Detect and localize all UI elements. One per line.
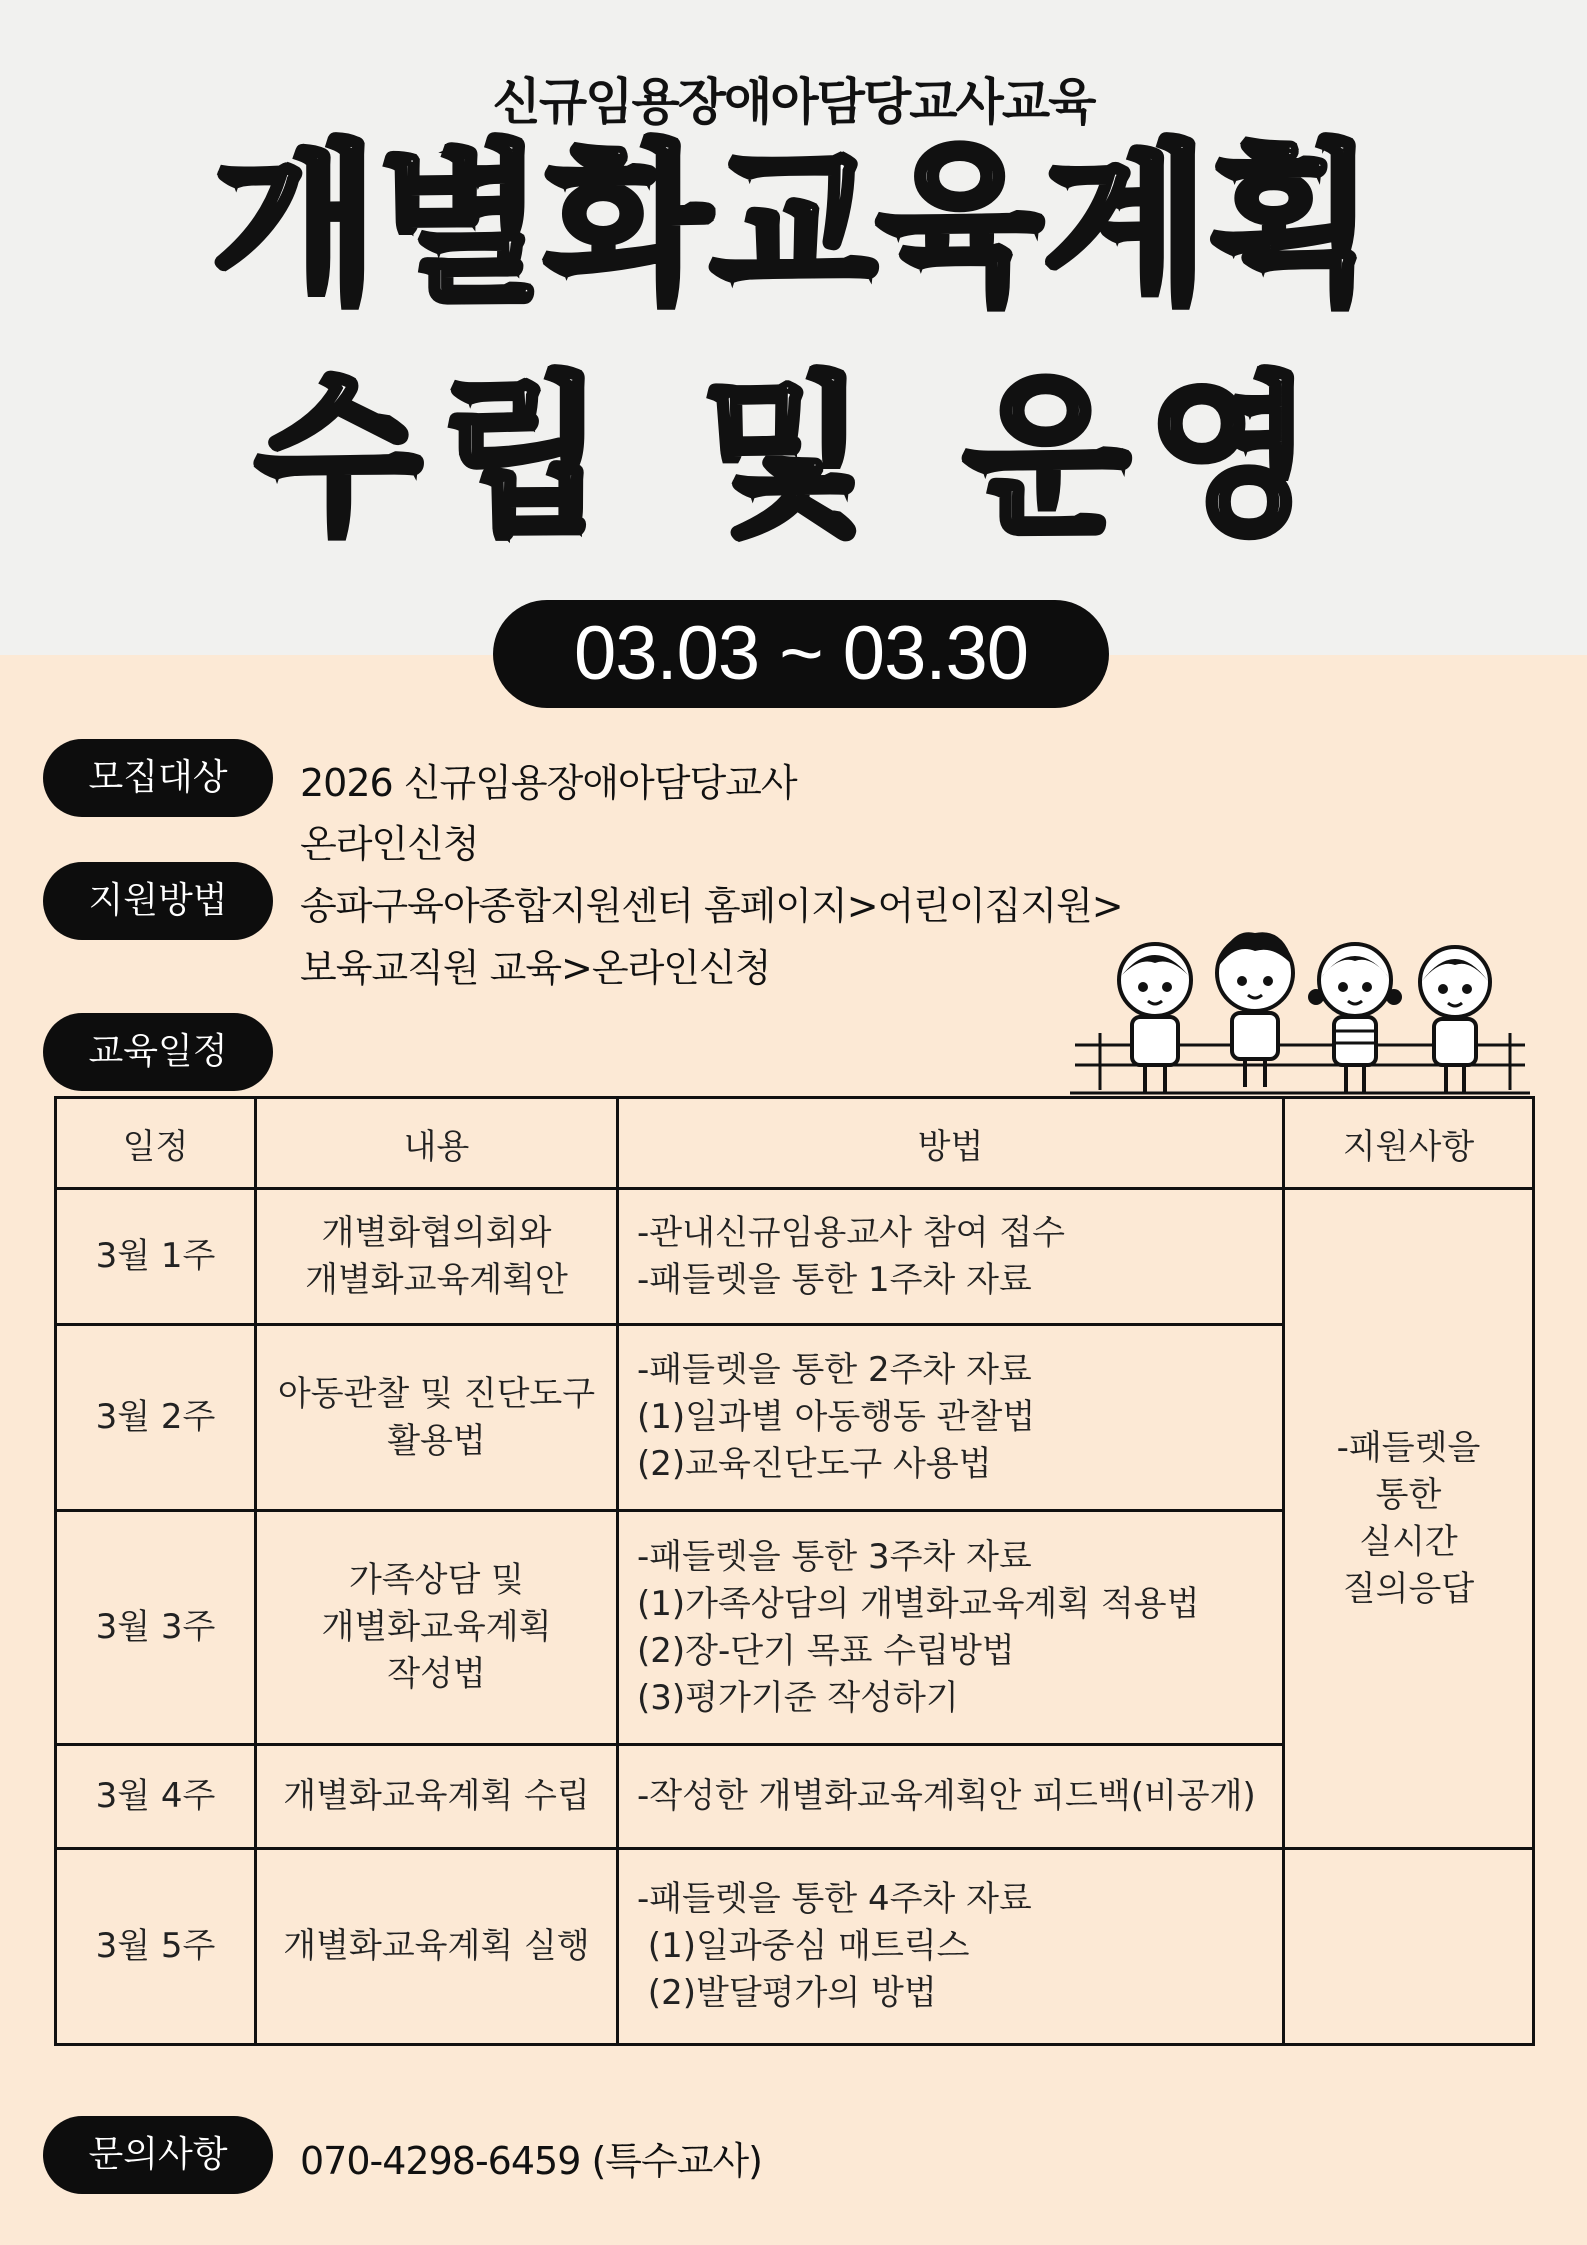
week-cell: 3월 2주 xyxy=(56,1325,256,1511)
content-line: 개별화교육계획 실행 xyxy=(283,1926,590,1966)
header-support: 지원사항 xyxy=(1284,1098,1534,1189)
target-label: 모집대상 xyxy=(43,739,273,817)
content-line: 개별화교육계획 xyxy=(321,1607,552,1647)
content-cell xyxy=(256,1745,618,1849)
apply-label: 지원방법 xyxy=(43,862,273,940)
support-cell xyxy=(1284,1189,1534,1849)
header-schedule: 일정 xyxy=(56,1098,256,1189)
content-line: 개별화교육계획 수립 xyxy=(283,1776,590,1816)
content-cell xyxy=(256,1189,618,1325)
support-line: -패들렛을 xyxy=(1336,1427,1481,1468)
content-cell xyxy=(256,1849,618,2045)
method-cell xyxy=(618,1745,1284,1849)
content-line: 활용법 xyxy=(387,1420,486,1461)
method-line: (2)발달평가의 방법 xyxy=(637,1973,937,2013)
apply-line-2: 송파구육아종합지원센터 홈페이지>어린이집지원> xyxy=(300,884,1123,928)
method-cell xyxy=(618,1325,1284,1511)
content-line: 개별화교육계획안 xyxy=(305,1259,568,1300)
method-cell xyxy=(618,1189,1284,1325)
header-content: 내용 xyxy=(256,1098,618,1189)
content-line: 아동관찰 및 진단도구 xyxy=(277,1373,596,1414)
method-line: -패들렛을 통한 4주차 자료 xyxy=(637,1879,1032,1919)
content-line: 개별화협의회와 xyxy=(321,1212,552,1253)
content-line: 가족상담 및 xyxy=(348,1560,525,1600)
table-header-row xyxy=(56,1098,1534,1189)
support-line: 질의응답 xyxy=(1342,1568,1475,1609)
week-cell: 3월 5주 xyxy=(56,1849,256,2045)
support-line: 통한 xyxy=(1375,1474,1442,1515)
method-line: -패들렛을 통한 1주차 자료 xyxy=(637,1259,1032,1300)
apply-line-3: 보육교직원 교육>온라인신청 xyxy=(300,946,771,990)
support-cell-empty xyxy=(1284,1849,1534,2045)
event-subtitle: 신규임용장애아담당교사교육 xyxy=(492,73,1095,131)
apply-line-1: 온라인신청 xyxy=(300,822,479,866)
method-line: (1)일과별 아동행동 관찰법 xyxy=(637,1397,1036,1437)
contact-label: 문의사항 xyxy=(43,2116,273,2194)
contact-value: 070-4298-6459 (특수교사) xyxy=(300,2139,762,2183)
method-line: (1)가족상담의 개별화교육계획 적용법 xyxy=(637,1583,1200,1624)
table-row xyxy=(56,1849,1534,2045)
method-line: (2)장-단기 목표 수립방법 xyxy=(637,1630,1015,1671)
children-illustration-icon xyxy=(1070,925,1530,1095)
schedule-table xyxy=(54,1096,1535,2046)
method-cell xyxy=(618,1511,1284,1745)
week-cell: 3월 3주 xyxy=(56,1511,256,1745)
week-cell: 3월 1주 xyxy=(56,1189,256,1325)
title-line-1: 개별화교육계획 xyxy=(211,125,1376,326)
content-line: 작성법 xyxy=(387,1654,486,1694)
method-line: -작성한 개별화교육계획안 피드백(비공개) xyxy=(637,1776,1256,1816)
content-cell xyxy=(256,1511,618,1745)
title-line-2: 수립 및 운영 xyxy=(255,357,1332,558)
method-line: -관내신규임용교사 참여 접수 xyxy=(637,1212,1066,1253)
method-line: -패들렛을 통한 2주차 자료 xyxy=(637,1350,1032,1390)
table-row xyxy=(56,1189,1534,1325)
method-cell xyxy=(618,1849,1284,2045)
method-line: -패들렛을 통한 3주차 자료 xyxy=(637,1536,1032,1577)
content-cell xyxy=(256,1325,618,1511)
method-line: (2)교육진단도구 사용법 xyxy=(637,1444,992,1484)
method-line: (3)평가기준 작성하기 xyxy=(637,1677,959,1718)
support-line: 실시간 xyxy=(1359,1521,1458,1562)
date-range-badge: 03.03 ~ 03.30 xyxy=(493,600,1109,708)
header-method: 방법 xyxy=(618,1098,1284,1189)
target-value: 2026 신규임용장애아담당교사 xyxy=(300,761,797,805)
method-line: (1)일과중심 매트릭스 xyxy=(637,1926,970,1966)
week-cell: 3월 4주 xyxy=(56,1745,256,1849)
schedule-label: 교육일정 xyxy=(43,1013,273,1091)
